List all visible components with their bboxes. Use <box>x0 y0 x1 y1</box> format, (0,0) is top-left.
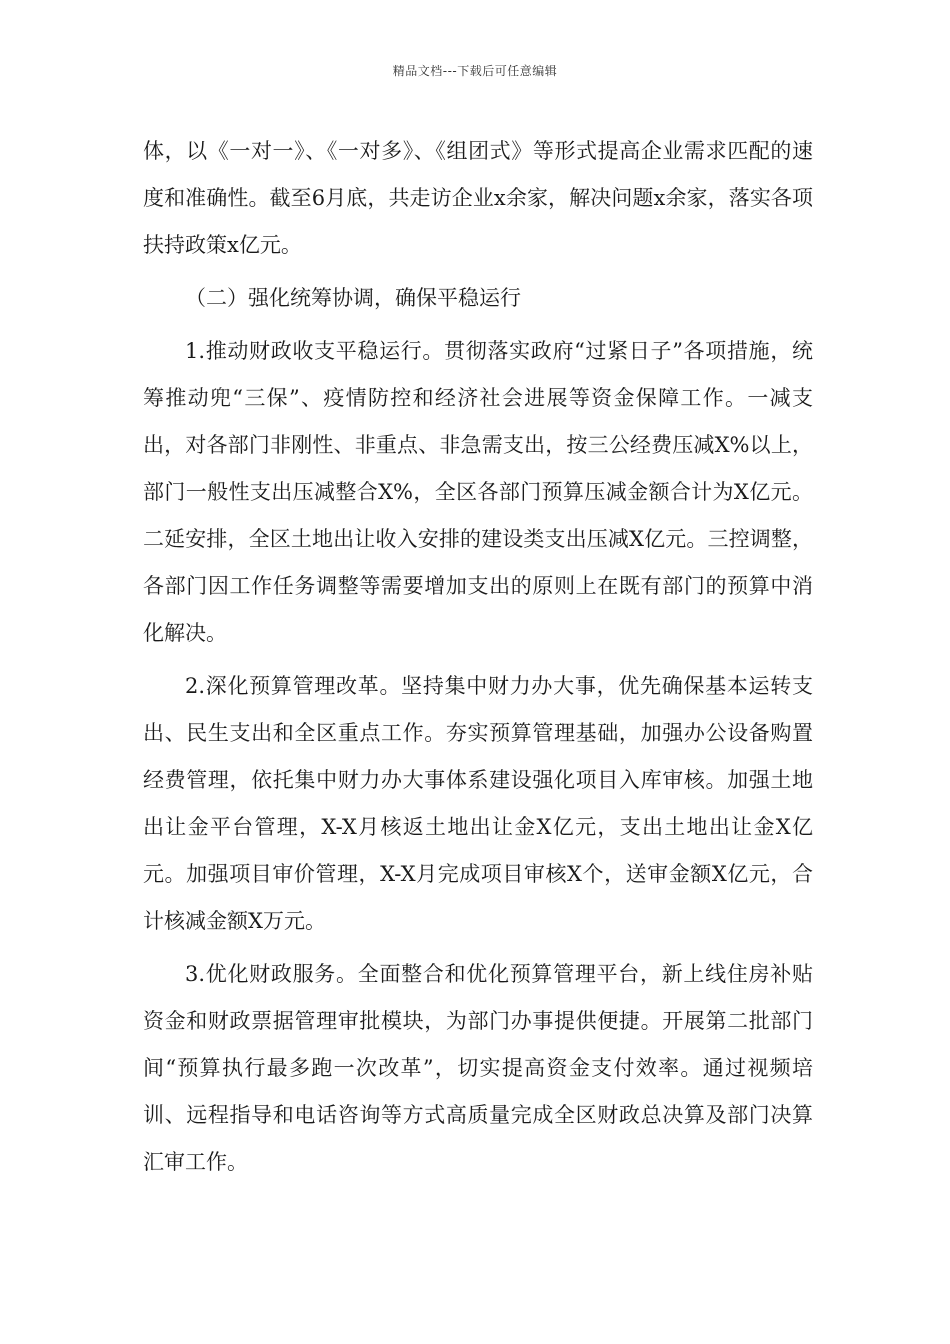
section-heading: （二）强化统筹协调，确保平稳运行 <box>185 286 521 310</box>
paragraph-item-3: 3.优化财政服务。全面整合和优化预算管理平台，新上线住房补贴资金和财政票据管理审批模块，为部门办事提供便捷。开展第二批部门间“预算执行最多跑一次改革”，切实提高资金支付效率。通过视频培训、远程指导和电话咨询等方式高质量完成全区财政总决算及部门决算汇审工作。 <box>143 962 813 1174</box>
paragraph-continuation: 体，以《一对一》、《一对多》、《组团式》等形式提高企业需求匹配的速度和准确性。截至6月底，共走访企业x余家，解决问题x余家，落实各项扶持政策x亿元。 <box>143 139 813 257</box>
page-header: 精品文档---下载后可任意编辑 <box>392 64 558 78</box>
document-body <box>143 128 813 1186</box>
paragraph-item-1: 1.推动财政收支平稳运行。贯彻落实政府“过紧日子”各项措施，统筹推动兜“三保”、疫情防控和经济社会进展等资金保障工作。一减支出，对各部门非刚性、非重点、非急需支出，按三公经费压减X%以上，部门一般性支出压减整合X%，全区各部门预算压减金额合计为X亿元。二延安排，全区土地出让收入安排的建设类支出压减X亿元。三控调整，各部门因工作任务调整等需要增加支出的原则上在既有部门的预算中消化解决。 <box>143 339 813 645</box>
paragraph-item-2: 2.深化预算管理改革。坚持集中财力办大事，优先确保基本运转支出、民生支出和全区重点工作。夯实预算管理基础，加强办公设备购置经费管理，依托集中财力办大事体系建设强化项目入库审核。加强土地出让金平台管理，X-X月核返土地出让金X亿元，支出土地出让金X亿元。加强项目审价管理，X-X月完成项目审核X个，送审金额X亿元，合计核减金额X万元。 <box>143 674 813 933</box>
